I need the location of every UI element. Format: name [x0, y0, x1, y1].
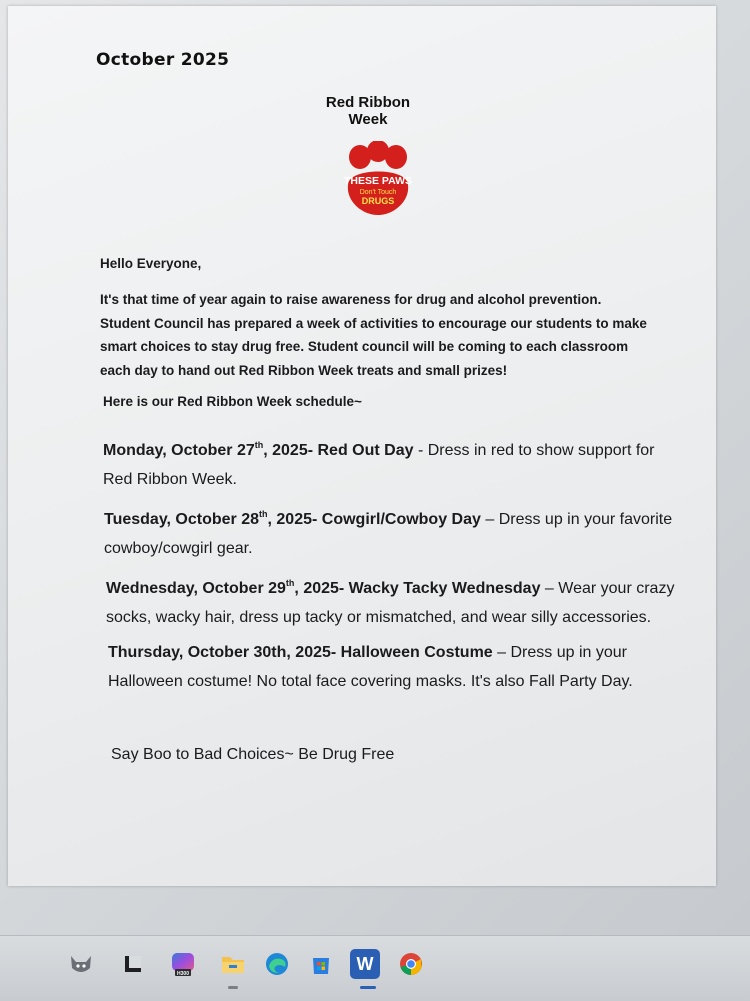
- intro-line: Student Council has prepared a week of activities to encourage our students to make: [100, 315, 647, 331]
- paw-logo-image: [338, 141, 418, 219]
- logo-line2: Don't Touch: [359, 189, 397, 196]
- intro-line: It's that time of year again to raise awareness for drug and alcohol prevention.: [100, 292, 602, 307]
- greeting: Hello Everyone,: [100, 256, 202, 271]
- edge-browser-icon[interactable]: [262, 949, 292, 979]
- schedule-item-monday: [103, 431, 703, 494]
- document-title: Red Ribbon Week: [325, 94, 411, 128]
- intro-line: each day to hand out Red Ribbon Week treats and small prizes!: [100, 362, 508, 378]
- closing-line: Say Boo to Bad Choices~ Be Drug Free: [111, 746, 395, 763]
- logo-line3: DRUGS: [361, 196, 395, 206]
- schedule-description: - Dress in red to show support for: [413, 442, 655, 459]
- chrome-icon[interactable]: [396, 949, 426, 979]
- file-explorer-icon[interactable]: [218, 949, 248, 979]
- schedule-day-heading: Tuesday, October 28th, 2025- Cowgirl/Cowboy Day: [104, 509, 481, 528]
- schedule-description: – Dress up in your favorite: [480, 511, 673, 528]
- copilot-icon[interactable]: [168, 949, 198, 979]
- logo-line1: THESE PAWS: [343, 175, 413, 187]
- start-icon[interactable]: [118, 949, 148, 979]
- schedule-description-cont: Red Ribbon Week.: [103, 471, 237, 488]
- schedule-description-cont: Halloween costume! No total face covering masks. It's also Fall Party Day.: [108, 673, 633, 690]
- copilot-badge: H300: [177, 971, 189, 977]
- paw-logo-icon: [338, 141, 418, 219]
- microsoft-store-icon[interactable]: [306, 949, 336, 979]
- schedule-day-heading: Thursday, October 30th, 2025- Halloween Costume: [108, 644, 493, 661]
- active-indicator: [360, 986, 376, 989]
- schedule-day-heading: Monday, October 27th, 2025- Red Out Day: [103, 440, 414, 459]
- cat-app-icon[interactable]: [66, 949, 96, 979]
- schedule-description: – Wear your crazy: [540, 580, 675, 597]
- schedule-description-cont: cowboy/cowgirl gear.: [104, 540, 253, 557]
- schedule-item-thursday: [108, 638, 708, 696]
- schedule-item-wednesday: [106, 569, 706, 632]
- document-date: October 2025: [96, 50, 230, 70]
- intro-line: smart choices to stay drug free. Student council will be coming to each classroom: [100, 339, 629, 354]
- schedule-description-cont: socks, wacky hair, dress up tacky or mismatched, and wear silly accessories.: [106, 609, 652, 626]
- schedule-description: – Dress up in your: [492, 644, 627, 661]
- running-indicator: [228, 986, 238, 989]
- schedule-day-heading: Wednesday, October 29th, 2025- Wacky Tacky Wednesday: [106, 578, 541, 597]
- schedule-intro: Here is our Red Ribbon Week schedule~: [103, 394, 362, 409]
- word-icon[interactable]: [350, 949, 380, 979]
- intro-paragraph: [100, 288, 660, 382]
- schedule-item-tuesday: [104, 500, 704, 563]
- taskbar: [0, 935, 750, 1001]
- word-document-page[interactable]: [8, 6, 716, 886]
- word-icon-letter: W: [356, 953, 374, 974]
